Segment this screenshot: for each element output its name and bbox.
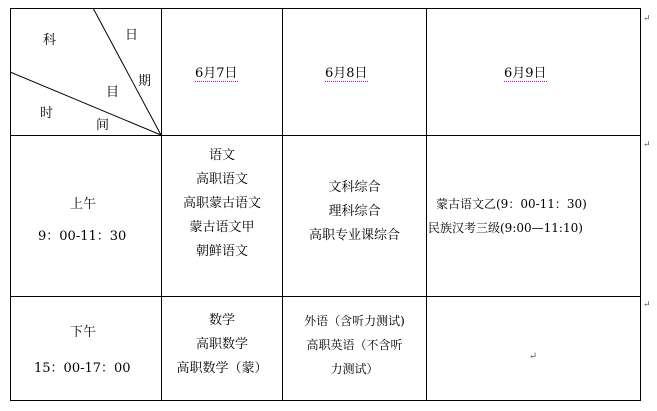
cell-jun9-morning — [428, 192, 638, 240]
cell-jun7-afternoon — [162, 309, 282, 381]
row-end-mark: ↵ — [643, 140, 651, 150]
date-header-2: 6月9日 — [504, 66, 547, 81]
afternoon-time-range: 15：00-17：00 — [34, 361, 131, 376]
subject-line: 高职语文 — [195, 172, 248, 187]
morning-time-range: 9：00-11：30 — [38, 229, 127, 244]
subject-line: 高职蒙古语文 — [182, 196, 261, 211]
morning-period-label: 上午 — [70, 197, 97, 212]
header-subject-label: 科 — [43, 33, 57, 48]
subject-line: 高职英语（不含听 — [306, 338, 403, 352]
table-right-border — [640, 8, 641, 401]
morning-row-bottom-border — [10, 296, 641, 297]
header-date-label-1: 日 — [125, 28, 139, 43]
subject-line: 外语（含听力测试) — [304, 314, 405, 328]
cell-jun8-morning — [283, 176, 426, 248]
header-time-label-2: 间 — [96, 118, 110, 133]
subject-line: 理科综合 — [328, 204, 381, 219]
subject-line: 蒙古语文乙(9：00-11：30) — [436, 197, 587, 211]
subject-line: 朝鲜语文 — [195, 244, 248, 259]
subject-line: 语文 — [208, 148, 235, 163]
cell-jun9-afternoon — [428, 345, 638, 369]
subject-line: 高职数学（蒙） — [176, 361, 268, 376]
cell-jun7-morning — [162, 144, 282, 264]
subject-line: 文科综合 — [328, 180, 381, 195]
subject-line: 民族汉考三级(9:00—11:10) — [428, 221, 583, 235]
cell-jun8-afternoon — [283, 309, 426, 381]
header-item-label: 目 — [106, 85, 120, 100]
afternoon-period-label: 下午 — [70, 325, 97, 340]
header-date-label-2: 期 — [138, 74, 152, 89]
header-time-label-1: 时 — [40, 106, 54, 121]
row-end-mark: ↵ — [643, 14, 651, 24]
header-diagonal-lines — [10, 8, 162, 136]
subject-line: 高职专业课综合 — [308, 228, 400, 243]
col3-divider — [426, 8, 427, 401]
subject-line: 数学 — [208, 313, 235, 328]
subject-line: 力测试） — [330, 362, 379, 376]
empty-cell-mark: ↵ — [528, 351, 538, 362]
date-header-0: 6月7日 — [195, 66, 238, 81]
table-bottom-border — [10, 400, 641, 401]
subject-line: 高职数学 — [195, 337, 248, 352]
subject-line: 蒙古语文甲 — [189, 220, 255, 235]
row-end-mark: ↵ — [643, 300, 651, 310]
date-header-1: 6月8日 — [325, 66, 368, 81]
